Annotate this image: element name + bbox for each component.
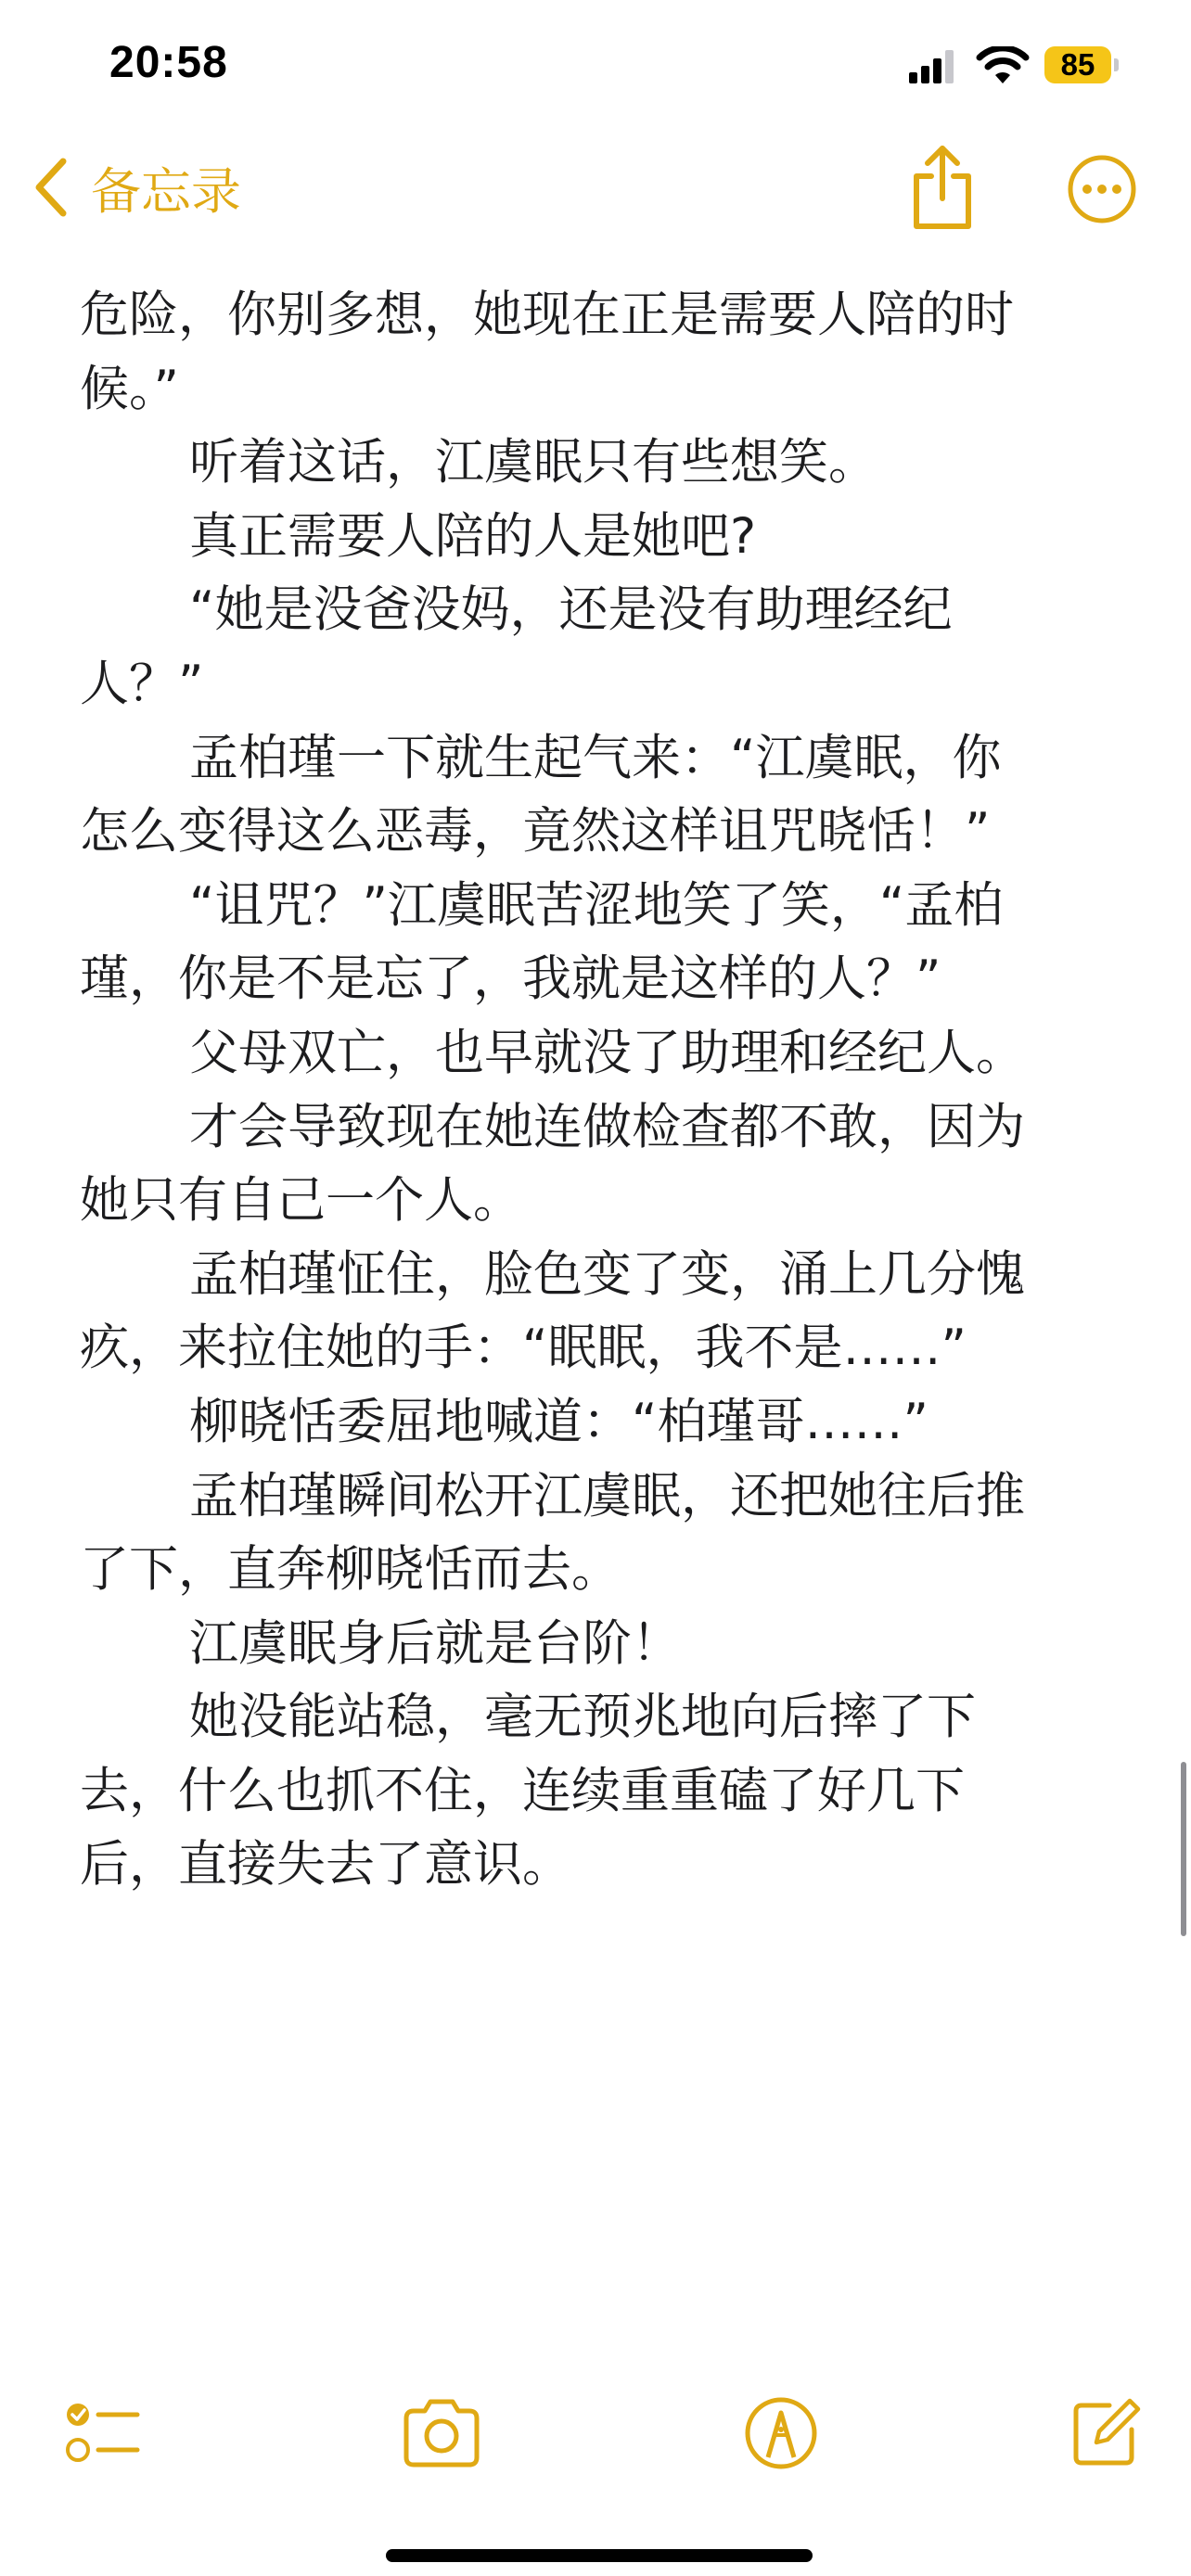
wifi-icon [976, 46, 1030, 85]
scroll-indicator[interactable] [1181, 1762, 1186, 1936]
note-line: 江虞眠身后就是台阶！ [189, 1614, 681, 1672]
note-line: 瑾，你是不是忘了，我就是这样的人？” [80, 950, 941, 1008]
chevron-left-icon [30, 154, 70, 221]
note-line: 才会导致现在她连做检查都不敢，因为 [189, 1098, 1025, 1155]
note-line: 后，直接失去了意识。 [80, 1836, 571, 1894]
battery-tip [1114, 58, 1119, 71]
note-line: 她只有自己一个人。 [80, 1172, 522, 1230]
note-line: 父母双亡，也早就没了助理和经纪人。 [189, 1024, 1025, 1081]
note-line: 听着这话，江虞眠只有些想笑。 [189, 434, 877, 491]
cellular-signal-icon [909, 50, 955, 83]
note-line: 疚，来拉住她的手：“眠眠，我不是……” [80, 1320, 967, 1377]
battery-level: 85 [1044, 46, 1111, 83]
note-body[interactable] [80, 278, 1109, 1902]
markup-pen-icon[interactable] [740, 2392, 822, 2474]
status-time: 20:58 [109, 38, 228, 87]
checklist-icon[interactable] [63, 2392, 145, 2474]
battery-indicator [1044, 46, 1119, 83]
note-line: 危险，你别多想，她现在正是需要人陪的时 [80, 287, 1014, 343]
note-line: “她是没爸没妈，还是没有助理经纪 [189, 581, 953, 639]
note-line: 候。” [80, 360, 179, 417]
note-line: 了下，直奔柳晓恬而去。 [80, 1541, 621, 1599]
note-line: 怎么变得这么恶毒，竟然这样诅咒晓恬！” [80, 803, 991, 861]
note-line: 她没能站稳，毫无预兆地向后摔了下 [189, 1689, 976, 1746]
note-line: 孟柏瑾瞬间松开江虞眠，还把她往后推 [189, 1467, 1025, 1524]
back-button[interactable] [30, 150, 241, 224]
navigation-bar [0, 130, 1191, 250]
back-label: 备忘录 [91, 161, 241, 221]
home-indicator[interactable] [386, 2549, 813, 2562]
note-line: 柳晓恬委屈地喊道：“柏瑾哥……” [189, 1393, 928, 1450]
ellipsis-circle-icon[interactable] [1067, 154, 1137, 224]
status-bar [0, 0, 1191, 130]
note-line: 孟柏瑾一下就生起气来：“江虞眠，你 [189, 729, 1002, 786]
camera-icon[interactable] [399, 2392, 484, 2474]
note-line: “诅咒？”江虞眠苦涩地笑了笑，“孟柏 [189, 876, 1004, 934]
note-line: 去，什么也抓不住，连续重重磕了好几下 [80, 1762, 965, 1819]
compose-icon[interactable] [1069, 2392, 1143, 2470]
bottom-toolbar [0, 2383, 1191, 2485]
share-icon[interactable] [909, 141, 976, 234]
note-line: 真正需要人陪的人是她吧? [189, 507, 757, 565]
note-line: 人？” [80, 655, 204, 712]
note-line: 孟柏瑾怔住，脸色变了变，涌上几分愧 [189, 1245, 1025, 1303]
